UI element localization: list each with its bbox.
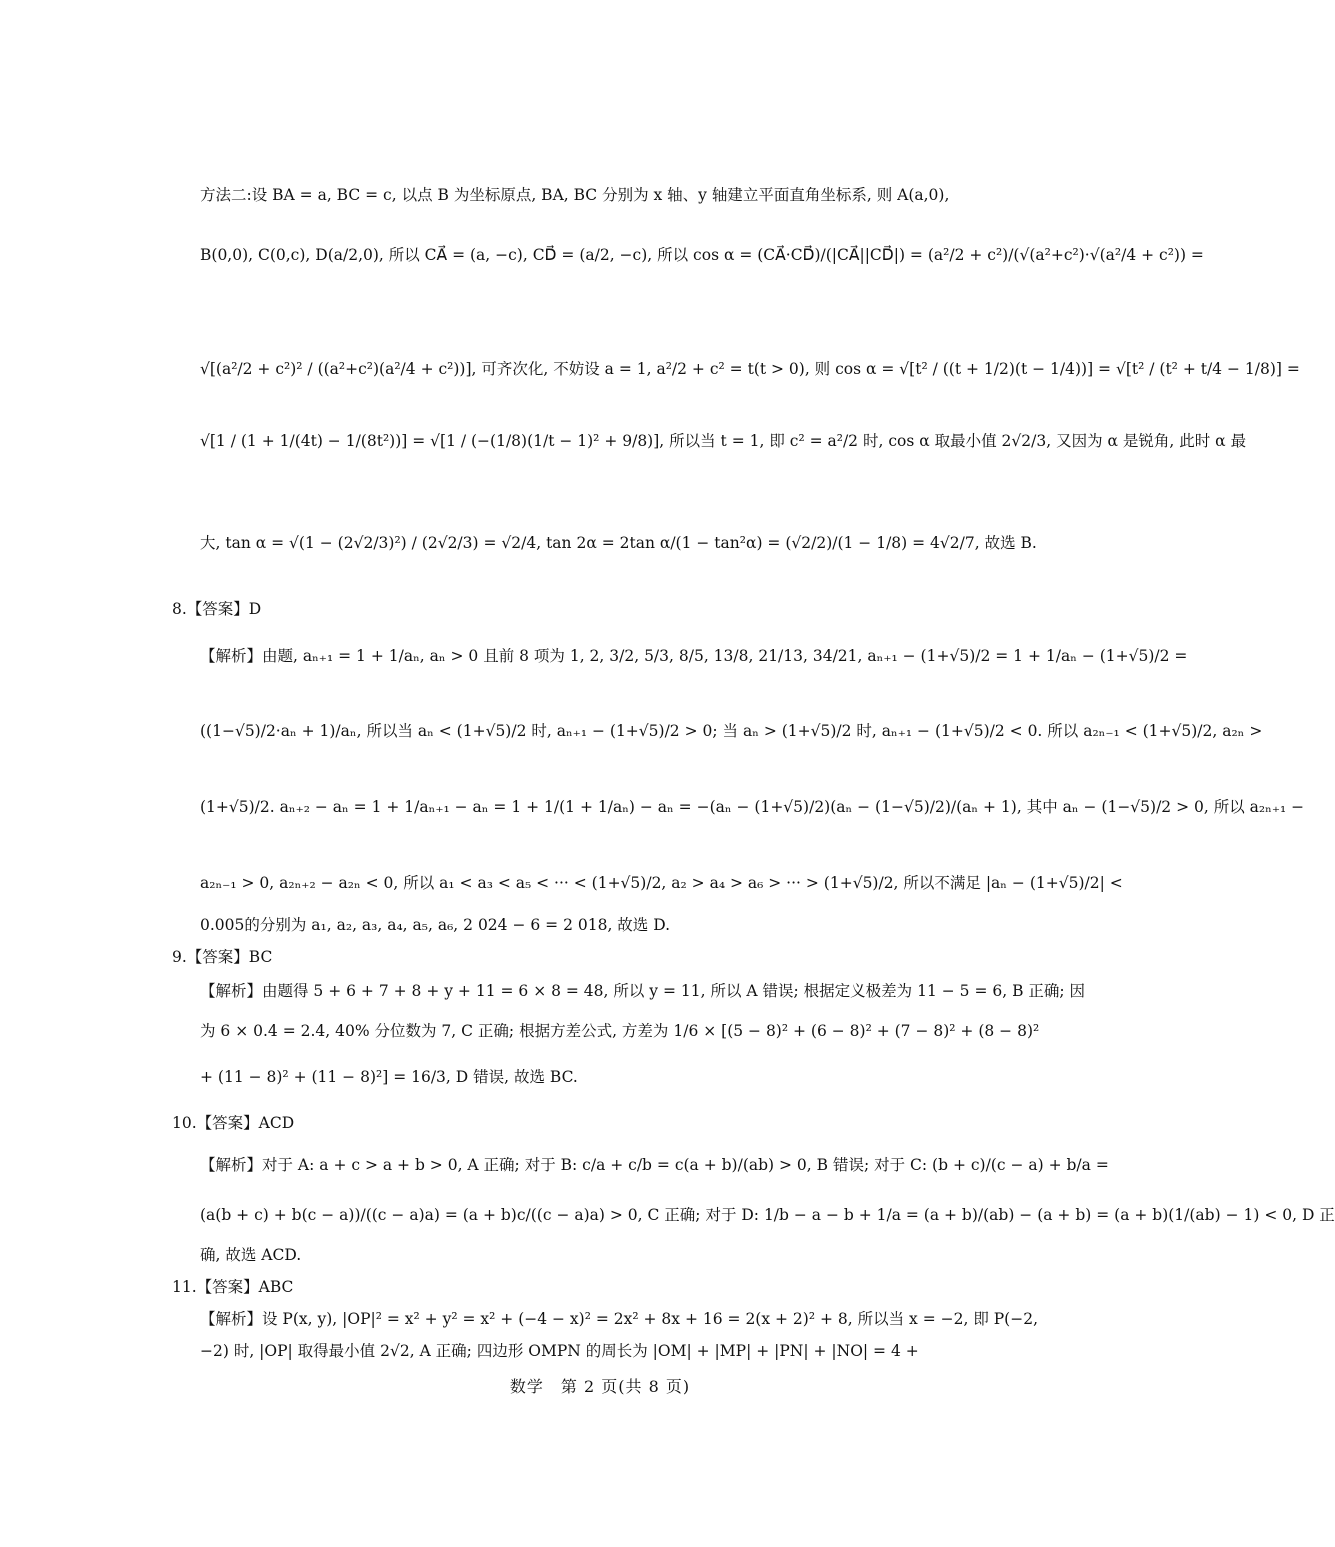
analysis-10-line-1: 【解析】对于 A: a + c > a + b > 0, A 正确; 对于 B: c/a + c/b = c(a + b)/(ab) > 0, B 错误; 对于 C: (b + c)/(c − a) + b/a = <box>200 1156 1109 1174</box>
analysis-10-line-2: (a(b + c) + b(c − a))/((c − a)a) = (a + b)c/((c − a)a) > 0, C 正确; 对于 D: 1/b − a − b + 1/a = (a + b)/(ab) − (a + b) = (a + b)(1/(ab) − 1) < 0, D 正 <box>200 1206 1335 1224</box>
analysis-11-line-1: 【解析】设 P(x, y), |OP|² = x² + y² = x² + (−4 − x)² = 2x² + 8x + 16 = 2(x + 2)² + 8, 所以当 x = −2, 即 P(−2, <box>200 1310 1039 1328</box>
method-two-line-4: √[1 / (1 + 1/(4t) − 1/(8t²))] = √[1 / (−(1/8)(1/t − 1)² + 9/8)], 所以当 t = 1, 即 c² = a²/2 时, cos α 取最小值 2√2/3, 又因为 α 是锐角, 此时 α 最 <box>200 432 1247 450</box>
analysis-8-line-4: a₂ₙ₋₁ > 0, a₂ₙ₊₂ − a₂ₙ < 0, 所以 a₁ < a₃ < a₅ < ··· < (1+√5)/2, a₂ > a₄ > a₆ > ··· > (1+√5)/2, 所以不满足 |aₙ − (1+√5)/2| < <box>200 874 1123 892</box>
answer-8-heading: 8.【答案】D <box>172 600 262 618</box>
analysis-9-line-3: + (11 − 8)² + (11 − 8)²] = 16/3, D 错误, 故选 BC. <box>200 1068 578 1086</box>
method-two-line-1: 方法二:设 BA = a, BC = c, 以点 B 为坐标原点, BA, BC 分别为 x 轴、y 轴建立平面直角坐标系, 则 A(a,0), <box>200 186 950 204</box>
analysis-9-line-1: 【解析】由题得 5 + 6 + 7 + 8 + y + 11 = 6 × 8 = 48, 所以 y = 11, 所以 A 错误; 根据定义极差为 11 − 5 = 6, B 正确; 因 <box>200 982 1086 1000</box>
analysis-8-line-3: (1+√5)/2. aₙ₊₂ − aₙ = 1 + 1/aₙ₊₁ − aₙ = 1 + 1/(1 + 1/aₙ) − aₙ = −(aₙ − (1+√5)/2)(aₙ − (1−√5)/2)/(aₙ + 1), 其中 aₙ − (1−√5)/2 > 0, 所以 a₂ₙ₊₁ − <box>200 798 1305 816</box>
analysis-10-line-3: 确, 故选 ACD. <box>200 1246 302 1264</box>
answer-10-heading: 10.【答案】ACD <box>172 1114 295 1132</box>
answer-11-heading: 11.【答案】ABC <box>172 1278 294 1296</box>
method-two-line-5: 大, tan α = √(1 − (2√2/3)²) / (2√2/3) = √2/4, tan 2α = 2tan α/(1 − tan²α) = (√2/2)/(1 − 1/8) = 4√2/7, 故选 B. <box>200 534 1037 552</box>
analysis-11-line-2: −2) 时, |OP| 取得最小值 2√2, A 正确; 四边形 OMPN 的周长为 |OM| + |MP| + |PN| + |NO| = 4 + <box>200 1342 919 1360</box>
analysis-8-line-5: 0.005的分别为 a₁, a₂, a₃, a₄, a₅, a₆, 2 024 − 6 = 2 018, 故选 D. <box>200 916 671 934</box>
analysis-8-line-1: 【解析】由题, aₙ₊₁ = 1 + 1/aₙ, aₙ > 0 且前 8 项为 1, 2, 3/2, 5/3, 8/5, 13/8, 21/13, 34/21, aₙ₊₁ − (1+√5)/2 = 1 + 1/aₙ − (1+√5)/2 = <box>200 647 1188 665</box>
page-footer: 数学 第 2 页(共 8 页) <box>509 1377 691 1396</box>
answer-9-heading: 9.【答案】BC <box>172 948 273 966</box>
analysis-9-line-2: 为 6 × 0.4 = 2.4, 40% 分位数为 7, C 正确; 根据方差公式, 方差为 1/6 × [(5 − 8)² + (6 − 8)² + (7 − 8)² + (8 − 8)² <box>200 1022 1040 1040</box>
method-two-line-3: √[(a²/2 + c²)² / ((a²+c²)(a²/4 + c²))], 可齐次化, 不妨设 a = 1, a²/2 + c² = t(t > 0), 则 cos α = √[t² / ((t + 1/2)(t − 1/4))] = √[t² / (t² + t/4 − 1/8)] = <box>200 360 1300 378</box>
analysis-8-line-2: ((1−√5)/2·aₙ + 1)/aₙ, 所以当 aₙ < (1+√5)/2 时, aₙ₊₁ − (1+√5)/2 > 0; 当 aₙ > (1+√5)/2 时, aₙ₊₁ − (1+√5)/2 < 0. 所以 a₂ₙ₋₁ < (1+√5)/2, a₂ₙ > <box>200 722 1263 740</box>
method-two-line-2: B(0,0), C(0,c), D(a/2,0), 所以 CA⃗ = (a, −c), CD⃗ = (a/2, −c), 所以 cos α = (CA⃗·CD⃗)/(|CA⃗||CD⃗|) = (a²/2 + c²)/(√(a²+c²)·√(a²/4 + c²)) = <box>200 246 1204 264</box>
